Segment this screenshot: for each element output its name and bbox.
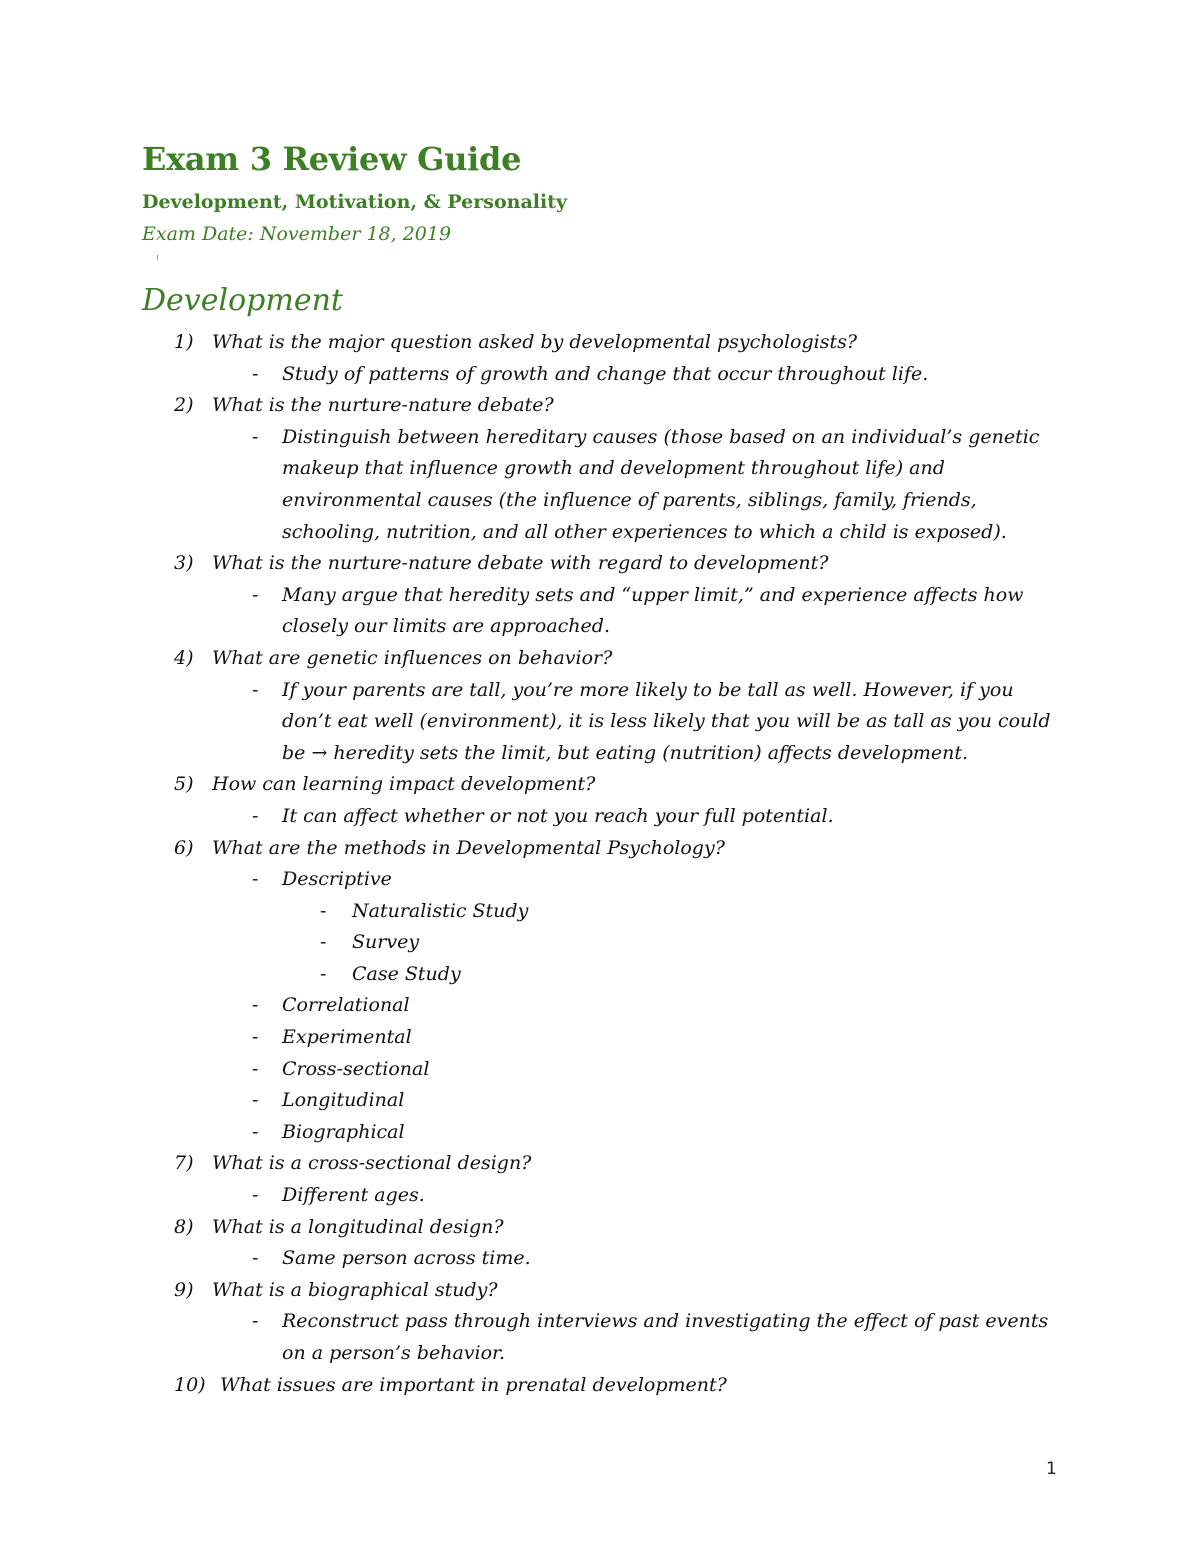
document-title: Exam 3 Review Guide [142, 140, 522, 178]
answer-text: Distinguish between hereditary causes (those based on an individual’s genetic [282, 425, 1040, 448]
question-row [0, 1275, 1200, 1307]
answer-row [0, 801, 1200, 833]
answer-text: Correlational [282, 994, 410, 1017]
answer-row [0, 675, 1200, 707]
cursor-tick [157, 255, 158, 260]
bullet-dash: - [252, 1247, 259, 1270]
answer-row [0, 1022, 1200, 1054]
answer-continuation-row [0, 453, 1200, 485]
question-row [0, 1148, 1200, 1180]
answer-text: Different ages. [282, 1184, 425, 1207]
question-number: 6) [174, 836, 194, 859]
bullet-dash: - [252, 1026, 259, 1049]
question-number: 8) [174, 1215, 194, 1238]
answer-continuation-row [0, 517, 1200, 549]
question-number: 9) [174, 1278, 194, 1301]
question-text: What are the methods in Developmental Psychology? [212, 836, 725, 859]
answer-continuation-row [0, 611, 1200, 643]
answer-row [0, 580, 1200, 612]
question-row [0, 327, 1200, 359]
answer-row [0, 1243, 1200, 1275]
answer-text: Many argue that heredity sets and “upper limit,” and experience affects how [282, 583, 1024, 606]
sub-answer-text: Naturalistic Study [352, 899, 529, 922]
bullet-dash: - [252, 804, 259, 827]
bullet-dash: - [252, 868, 259, 891]
question-number: 5) [174, 773, 194, 796]
answer-text: Experimental [282, 1026, 412, 1049]
bullet-dash: - [320, 899, 327, 922]
bullet-dash: - [252, 1184, 259, 1207]
answer-text: Longitudinal [282, 1089, 405, 1112]
answer-text: Biographical [282, 1120, 405, 1143]
bullet-dash: - [252, 994, 259, 1017]
document-subtitle: Development, Motivation, & Personality [142, 191, 568, 213]
bullet-dash: - [252, 1120, 259, 1143]
answer-row [0, 422, 1200, 454]
question-text: How can learning impact development? [212, 773, 596, 796]
sub-answer-text: Case Study [352, 962, 461, 985]
question-text: What is the nurture-nature debate with regard to development? [212, 552, 829, 575]
answer-continuation-text: makeup that influence growth and development throughout life) and [282, 457, 945, 480]
answer-row [0, 1117, 1200, 1149]
question-list [0, 327, 1200, 1401]
question-number: 10) [174, 1373, 206, 1396]
sub-answer-row [0, 927, 1200, 959]
bullet-dash: - [252, 1057, 259, 1080]
question-number: 3) [174, 552, 194, 575]
answer-text: Reconstruct pass through interviews and investigating the effect of past events [282, 1310, 1049, 1333]
bullet-dash: - [252, 1310, 259, 1333]
question-text: What is the nurture-nature debate? [212, 394, 554, 417]
answer-row [0, 1085, 1200, 1117]
answer-continuation-row [0, 738, 1200, 770]
question-row [0, 1370, 1200, 1402]
answer-row [0, 990, 1200, 1022]
answer-text: It can affect whether or not you reach your full potential. [282, 804, 834, 827]
bullet-dash: - [252, 362, 259, 385]
question-text: What are genetic influences on behavior? [212, 646, 613, 669]
sub-answer-text: Survey [352, 931, 420, 954]
bullet-dash: - [252, 583, 259, 606]
question-number: 7) [174, 1152, 194, 1175]
question-row [0, 833, 1200, 865]
question-number: 1) [174, 331, 194, 353]
answer-continuation-text: closely our limits are approached. [282, 615, 610, 638]
answer-row [0, 864, 1200, 896]
answer-text: Descriptive [282, 868, 392, 891]
answer-continuation-text: be → heredity sets the limit, but eating (nutrition) affects development. [282, 741, 969, 764]
question-row [0, 548, 1200, 580]
page-number: 1 [1046, 1459, 1057, 1479]
question-number: 2) [174, 394, 194, 417]
question-row [0, 769, 1200, 801]
answer-text: Study of patterns of growth and change that occur throughout life. [282, 362, 929, 385]
answer-text: If your parents are tall, you’re more likely to be tall as well. However, if you [282, 678, 1014, 701]
question-text: What is the major question asked by developmental psychologists? [212, 331, 858, 353]
question-row [0, 1212, 1200, 1244]
question-text: What is a longitudinal design? [212, 1215, 504, 1238]
bullet-dash: - [252, 425, 259, 448]
answer-row [0, 1180, 1200, 1212]
bullet-dash: - [252, 1089, 259, 1112]
sub-answer-row [0, 959, 1200, 991]
bullet-dash: - [252, 678, 259, 701]
question-number: 4) [174, 646, 194, 669]
answer-continuation-row [0, 1338, 1200, 1370]
answer-row [0, 359, 1200, 391]
answer-continuation-text: environmental causes (the influence of parents, siblings, family, friends, [282, 488, 977, 511]
answer-text: Same person across time. [282, 1247, 531, 1270]
bullet-dash: - [320, 962, 327, 985]
bullet-dash: - [320, 931, 327, 954]
answer-row [0, 1054, 1200, 1086]
question-text: What is a biographical study? [212, 1278, 498, 1301]
answer-continuation-row [0, 485, 1200, 517]
exam-date: Exam Date: November 18, 2019 [142, 223, 452, 245]
answer-continuation-text: don’t eat well (environment), it is less likely that you will be as tall as you could [282, 710, 1051, 733]
sub-answer-row [0, 896, 1200, 928]
question-row [0, 390, 1200, 422]
question-text: What is a cross-sectional design? [212, 1152, 532, 1175]
answer-continuation-text: schooling, nutrition, and all other experiences to which a child is exposed). [282, 520, 1007, 543]
answer-continuation-row [0, 706, 1200, 738]
answer-row [0, 1306, 1200, 1338]
answer-continuation-text: on a person’s behavior. [282, 1342, 506, 1364]
answer-text: Cross-sectional [282, 1057, 430, 1080]
question-text: What issues are important in prenatal development? [220, 1373, 727, 1396]
question-row [0, 643, 1200, 675]
section-heading-development: Development [142, 283, 343, 318]
